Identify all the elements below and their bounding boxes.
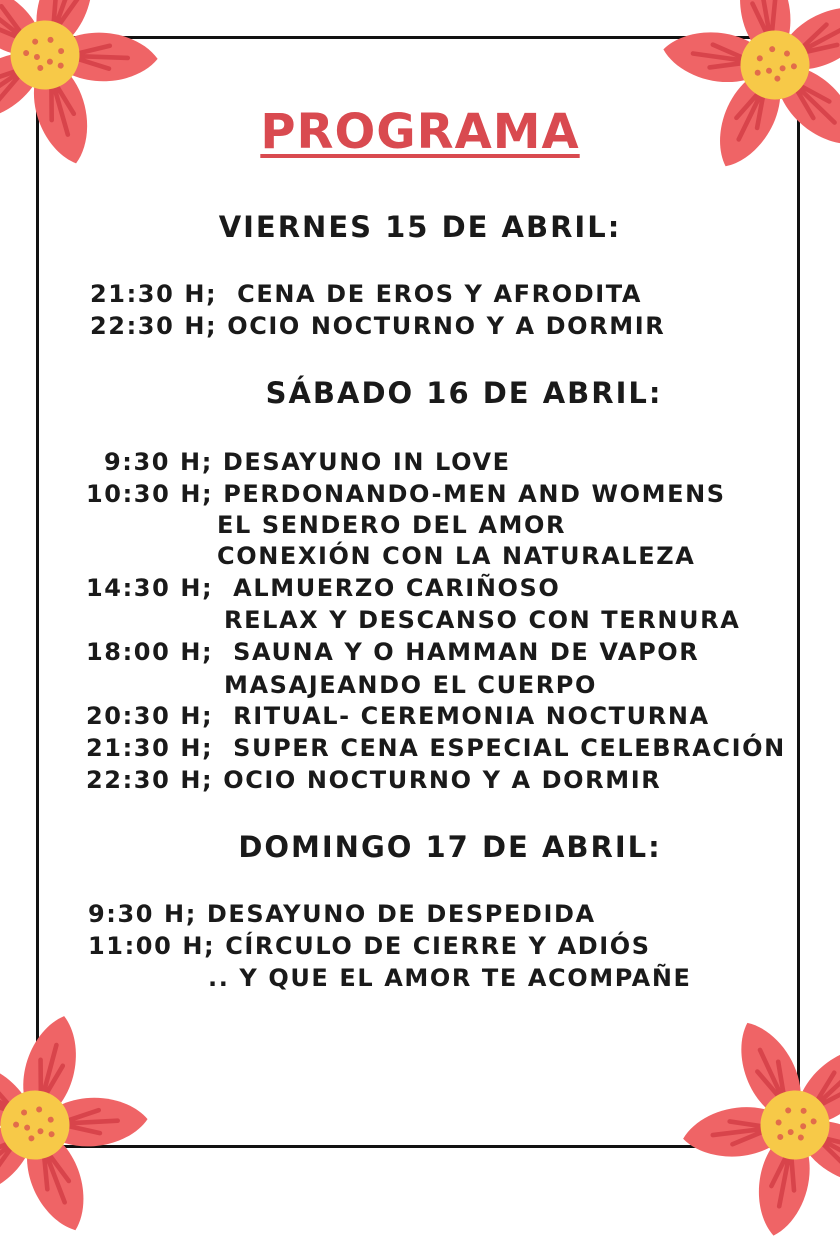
schedule-item: .. Y QUE EL AMOR TE ACOMPAÑE (208, 964, 692, 992)
schedule-item: EL SENDERO DEL AMOR (217, 511, 567, 539)
schedule-item: MASAJEANDO EL CUERPO (224, 671, 597, 699)
schedule-item: 11:00 H; CÍRCULO DE CIERRE Y ADIÓS (88, 932, 651, 960)
schedule-item: 21:30 H; SUPER CENA ESPECIAL CELEBRACIÓN (86, 734, 786, 762)
schedule-item: 14:30 H; ALMUERZO CARIÑOSO (86, 574, 561, 602)
flower-icon (680, 1010, 840, 1240)
page-title: PROGRAMA (260, 104, 580, 160)
day-heading-viernes: VIERNES 15 DE ABRIL: (218, 210, 622, 244)
schedule-item: 22:30 H; OCIO NOCTURNO Y A DORMIR (86, 766, 662, 794)
schedule-item: 9:30 H; DESAYUNO DE DESPEDIDA (88, 900, 596, 928)
flower-icon (0, 1010, 150, 1240)
schedule-item: 21:30 H; CENA DE EROS Y AFRODITA (90, 280, 643, 308)
schedule-item: 18:00 H; SAUNA Y O HAMMAN DE VAPOR (86, 638, 700, 666)
schedule-item: CONEXIÓN CON LA NATURALEZA (217, 542, 696, 570)
day-heading-sabado: SÁBADO 16 DE ABRIL: (265, 376, 663, 410)
schedule-item: 22:30 H; OCIO NOCTURNO Y A DORMIR (90, 312, 666, 340)
schedule-item: 20:30 H; RITUAL- CEREMONIA NOCTURNA (86, 702, 710, 730)
schedule-item: 10:30 H; PERDONANDO-MEN AND WOMENS (86, 480, 726, 508)
schedule-item: RELAX Y DESCANSO CON TERNURA (224, 606, 741, 634)
day-heading-domingo: DOMINGO 17 DE ABRIL: (238, 830, 662, 864)
schedule-item: 9:30 H; DESAYUNO IN LOVE (104, 448, 511, 476)
